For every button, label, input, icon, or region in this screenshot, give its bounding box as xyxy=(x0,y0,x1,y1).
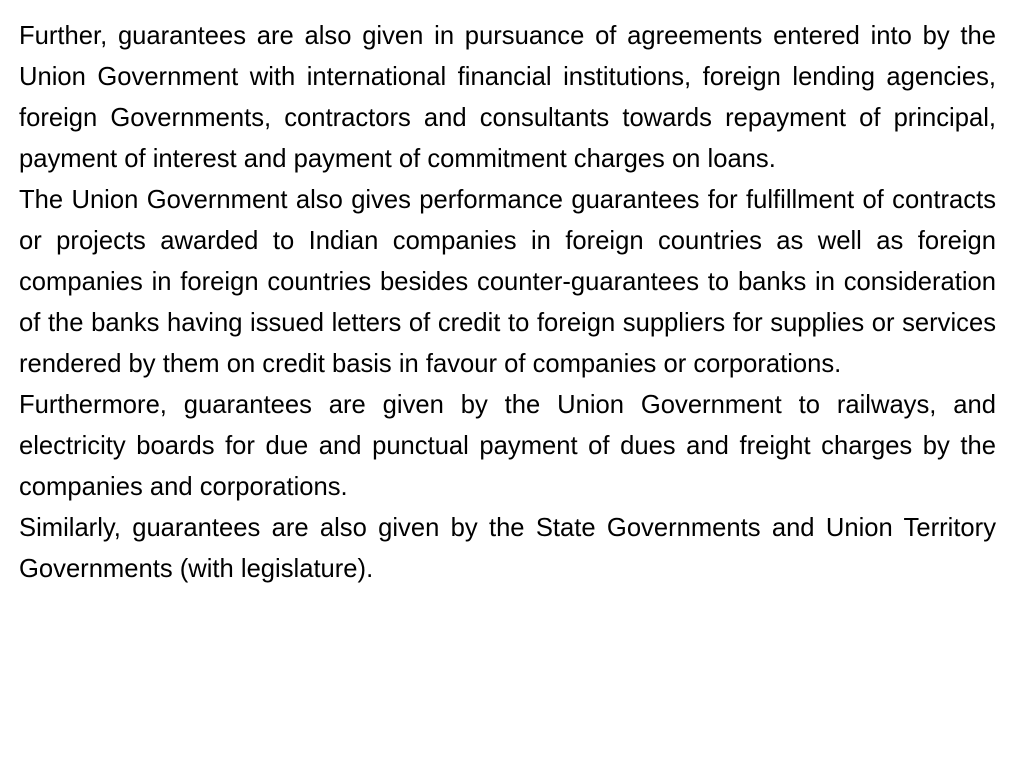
paragraph-performance-guarantees: The Union Government also gives performance guarantees for fulfillment of contracts or projects awarded to Indian companies in foreign countries as well as foreign companies in foreign countries besides counter-guarantees to banks in consideration of the banks having issued letters of credit to foreign suppliers for supplies or services rendered by them on credit basis in favour of companies or corporations. xyxy=(19,186,996,378)
paragraph-railways-electricity-guarantees: Furthermore, guarantees are given by the Union Government to railways, and electricity boards for due and punctual payment of dues and freight charges by the companies and corporations. xyxy=(19,391,996,501)
paragraph-state-guarantees: Similarly, guarantees are also given by the State Governments and Union Territory Governments (with legislature). xyxy=(19,514,996,583)
paragraph-international-guarantees: Further, guarantees are also given in pursuance of agreements entered into by the Union Government with international financial institutions, foreign lending agencies, foreign Governments, contractors and consultants towards repayment of principal, payment of interest and payment of commitment charges on loans. xyxy=(19,22,996,173)
slide-body-text xyxy=(19,16,996,590)
